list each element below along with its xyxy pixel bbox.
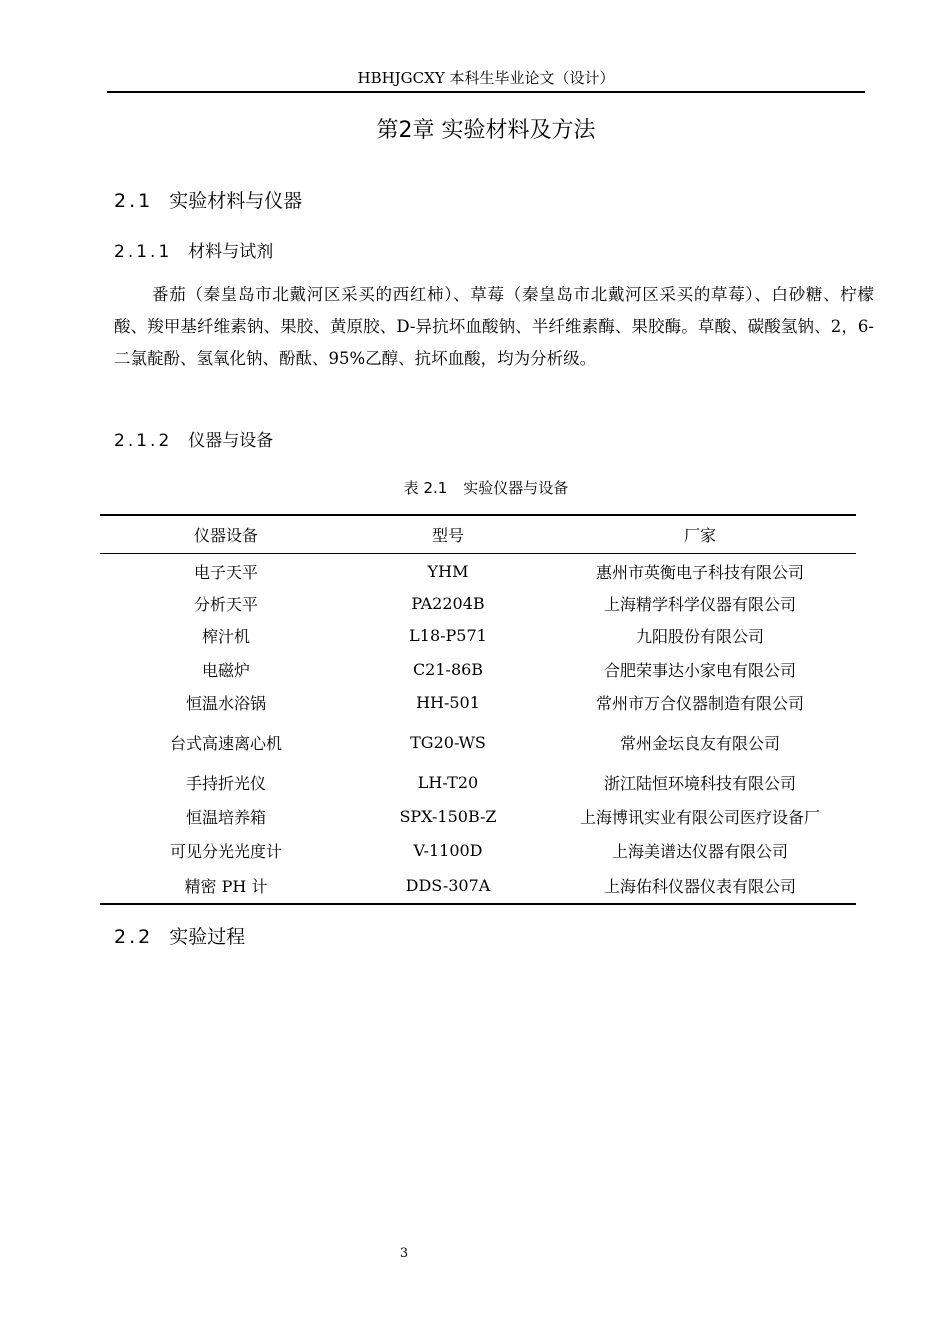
section-number: 2.2: [114, 926, 154, 948]
materials-paragraph: 番茄（秦皇岛市北戴河区采买的西红柿）、草莓（秦皇岛市北戴河区采买的草莓）、白砂糖、柠檬酸、羧甲基纤维素钠、果胶、黄原胶、D-异抗坏血酸钠、半纤维素酶、果胶酶。草酸、碳酸氢钠、2，6-二氯靛酚、氢氧化钠、酚酞、95%乙醇、抗坏血酸，均为分析级。: [114, 285, 874, 368]
table-cell: 榨汁机: [201, 627, 250, 646]
table-cell: 精密 PH 计: [184, 877, 268, 896]
table-cell: 恒温培养箱: [185, 807, 266, 827]
table-cell: 浙江陆恒环境科技有限公司: [603, 773, 796, 793]
table-header-cell: 型号: [431, 526, 464, 545]
section-title: 实验材料与仪器: [169, 190, 303, 212]
section-heading-2-2: [114, 923, 245, 951]
table-caption: [100, 477, 872, 499]
table-cell: 恒温水浴锅: [185, 694, 266, 713]
table-row: [100, 686, 856, 719]
table-row: [100, 799, 856, 833]
section-title: 仪器与设备: [188, 431, 274, 451]
table-cell: 惠州市英衡电子科技有限公司: [595, 562, 804, 582]
instrument-table: [100, 514, 856, 905]
section-heading-2-1-1: [114, 239, 273, 265]
table-caption-number: 表 2.1: [403, 479, 448, 497]
table-cell: SPX-150B-Z: [399, 806, 497, 826]
table-cell: 可见分光光度计: [169, 842, 282, 861]
table-cell: V-1100D: [413, 841, 483, 860]
table-cell: C21-86B: [412, 660, 484, 679]
section-number: 2.1.1: [114, 242, 173, 262]
page-header: HBHJGCXY 本科生毕业论文（设计）: [357, 69, 615, 87]
table-row: [100, 554, 856, 588]
table-cell: 九阳股份有限公司: [635, 627, 764, 646]
table-header-cell: 仪器设备: [193, 526, 258, 545]
table-cell: 上海博讯实业有限公司医疗设备厂: [579, 807, 820, 827]
header-rule: [107, 91, 865, 93]
table-row: [100, 588, 856, 618]
table-cell: LH-T20: [417, 772, 479, 792]
table-cell: L18-P571: [409, 626, 487, 645]
table-header-cell: 厂家: [683, 526, 716, 545]
table-row: [100, 618, 856, 653]
table-header-row: [100, 516, 856, 554]
section-title: 实验过程: [169, 926, 246, 948]
table-caption-title: 实验仪器与设备: [463, 479, 569, 497]
table-row: [100, 868, 856, 903]
table-cell: HH-501: [416, 693, 480, 712]
table-row: [100, 653, 856, 686]
section-heading-2-1: [114, 187, 302, 215]
table-cell: 常州金坛良友有限公司: [619, 733, 780, 753]
table-cell: 上海佑科仪器仪表有限公司: [603, 877, 796, 896]
section-title: 材料与试剂: [188, 242, 274, 262]
table-cell: TG20-WS: [410, 732, 486, 752]
table-row: [100, 719, 856, 765]
table-cell: YHM: [427, 561, 469, 581]
table-cell: 合肥荣事达小家电有限公司: [603, 661, 796, 680]
table-cell: 电磁炉: [201, 661, 250, 680]
table-row: [100, 765, 856, 799]
section-number: 2.1: [114, 190, 154, 212]
table-cell: 分析天平: [193, 594, 258, 614]
section-number: 2.1.2: [114, 431, 173, 451]
table-cell: 电子天平: [193, 562, 258, 582]
chapter-title: 第2章 实验材料及方法: [376, 118, 596, 143]
table-cell: 台式高速离心机: [169, 733, 282, 753]
table-cell: PA2204B: [411, 593, 485, 613]
table-cell: 上海美谱达仪器有限公司: [611, 842, 788, 861]
section-heading-2-1-2: [114, 428, 273, 454]
table-cell: 手持折光仪: [185, 773, 266, 793]
table-cell: 常州市万合仪器制造有限公司: [595, 694, 804, 713]
table-cell: DDS-307A: [405, 876, 491, 895]
table-row: [100, 833, 856, 868]
table-cell: 上海精学科学仪器有限公司: [603, 594, 796, 614]
page-number: 3: [399, 1246, 409, 1261]
